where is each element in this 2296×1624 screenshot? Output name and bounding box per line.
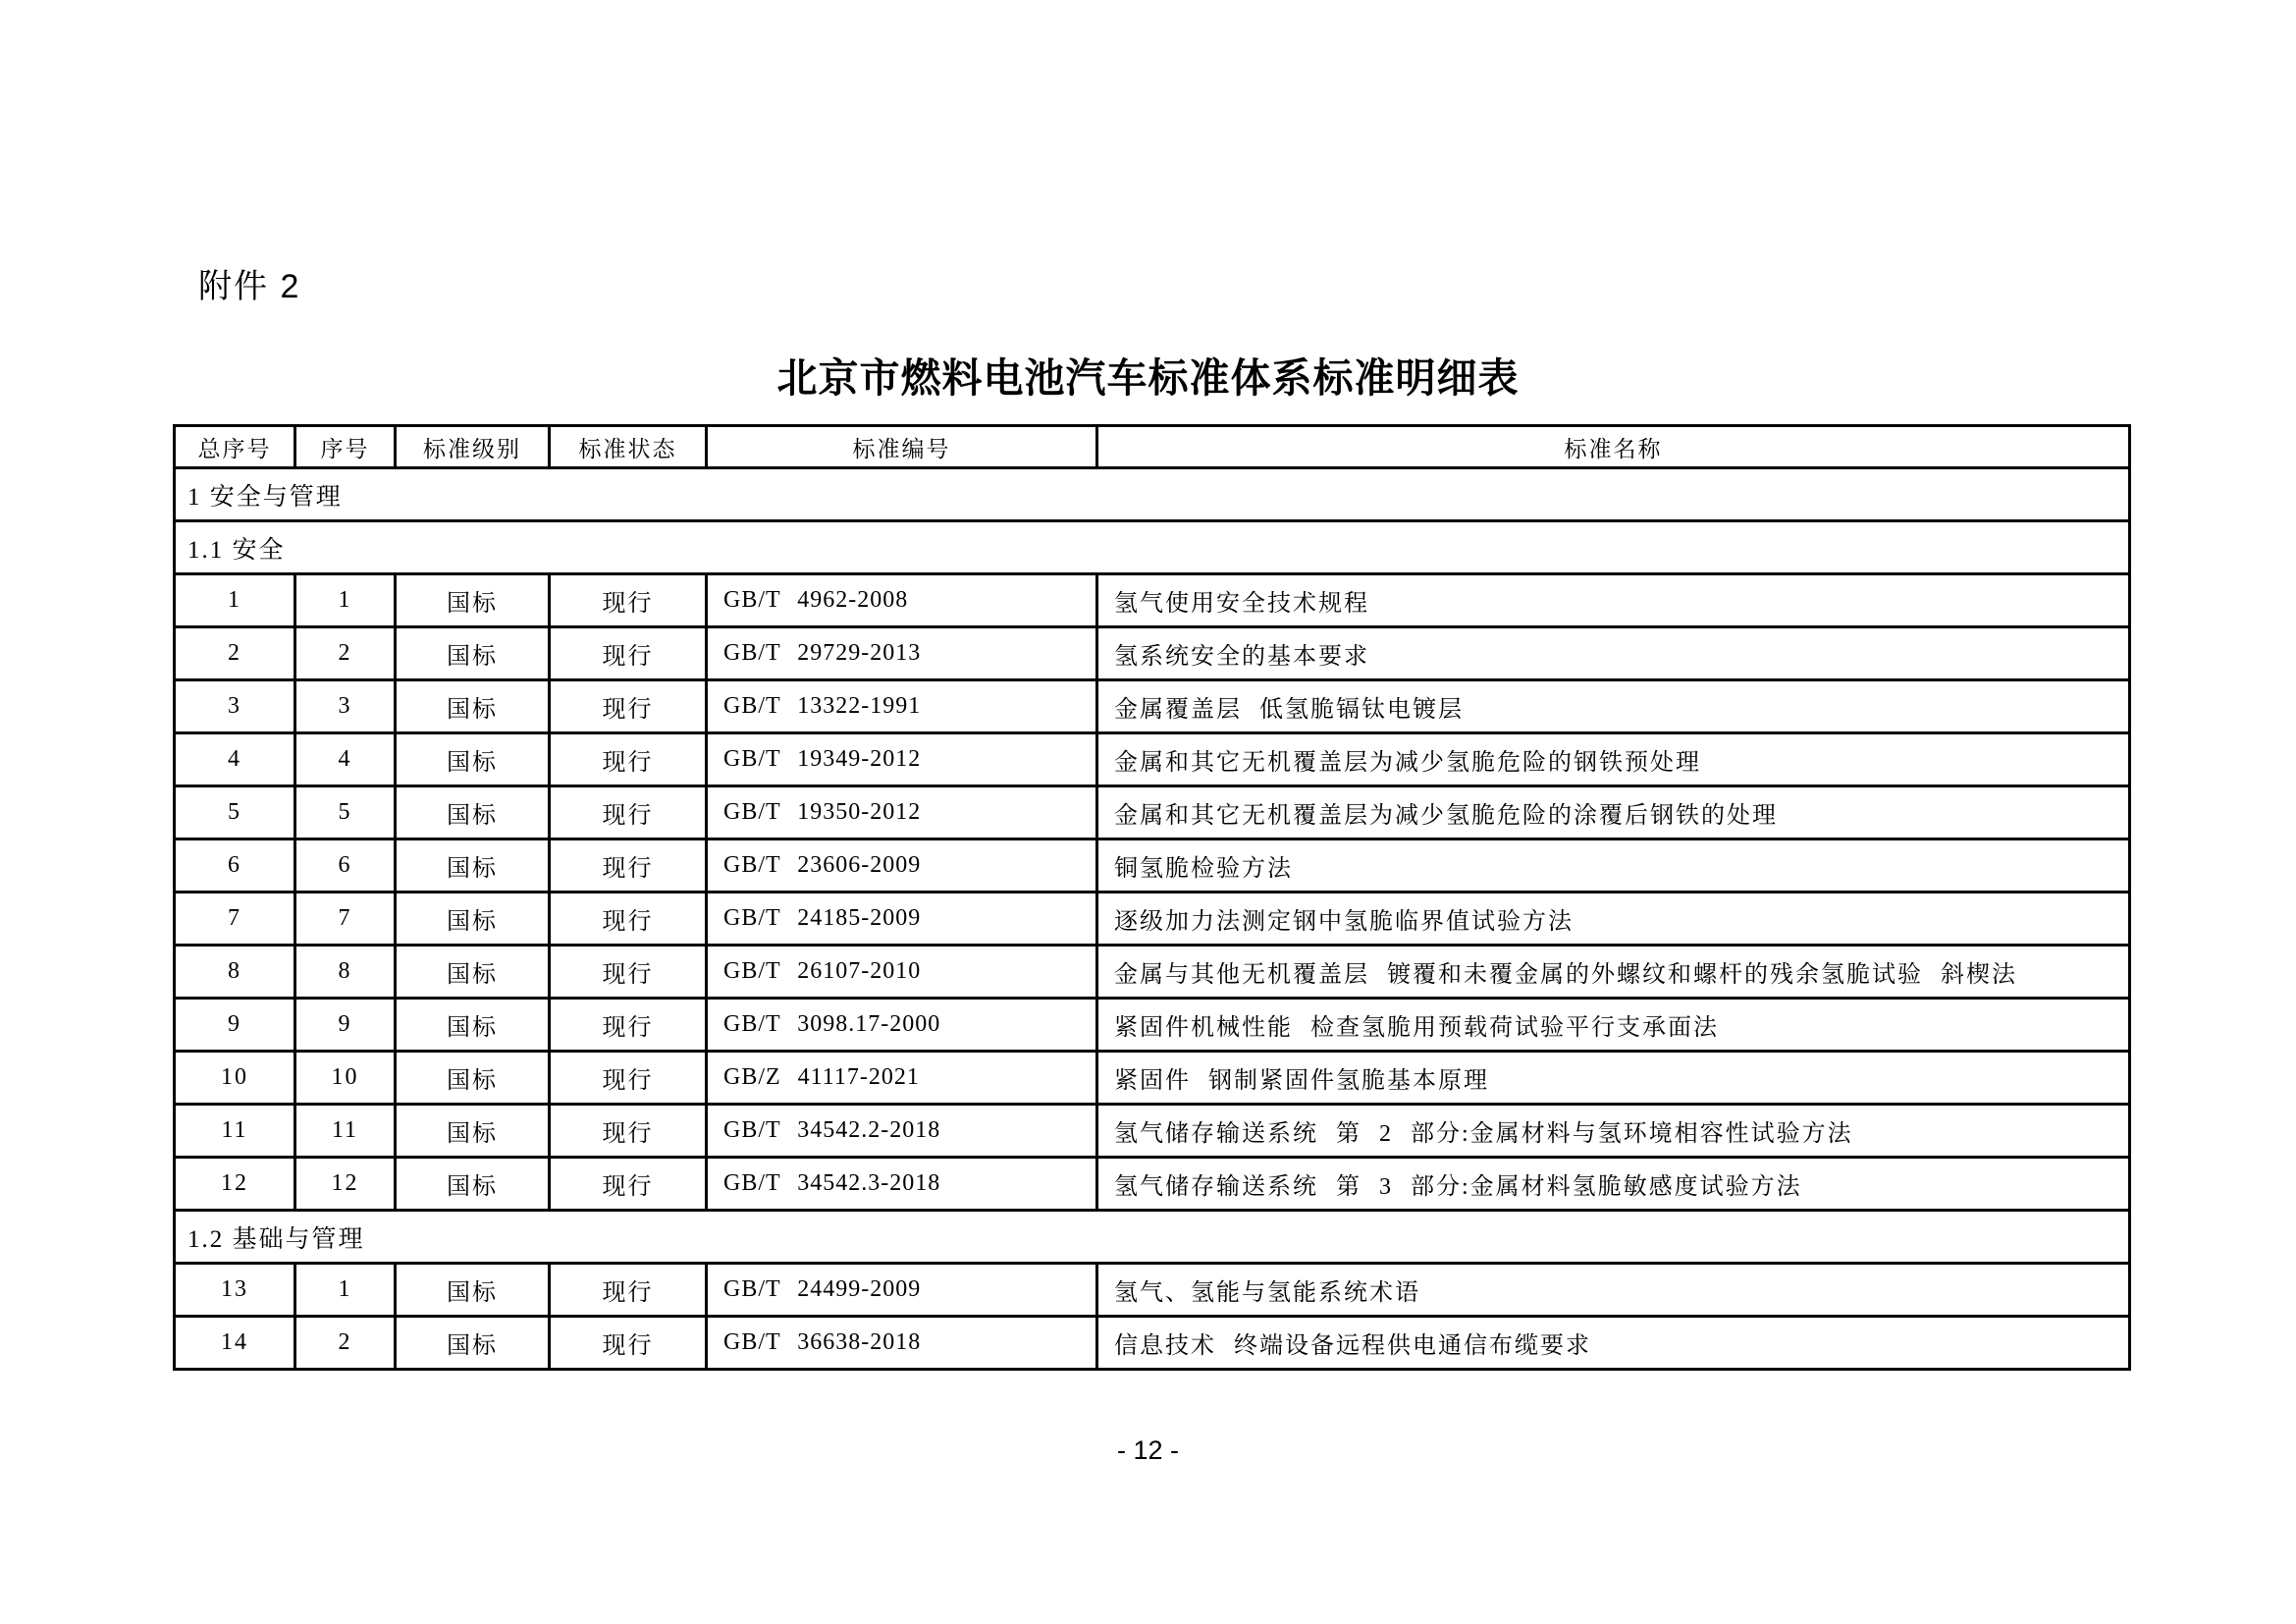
index-cell: 11 [295, 1105, 396, 1158]
standard-number-cell: GB/T 4962-2008 [707, 574, 1097, 627]
standard-name-cell: 紧固件 钢制紧固件氢脆基本原理 [1097, 1052, 2130, 1105]
total-index-cell: 4 [175, 733, 295, 786]
table-row [175, 1052, 2130, 1105]
status-cell: 现行 [550, 1264, 707, 1317]
standard-number-cell: GB/T 3098.17-2000 [707, 999, 1097, 1052]
standard-name-cell: 氢气使用安全技术规程 [1097, 574, 2130, 627]
attachment-label: 附件 2 [198, 268, 301, 305]
status-cell: 现行 [550, 1317, 707, 1370]
status-cell: 现行 [550, 999, 707, 1052]
index-cell: 1 [295, 1264, 396, 1317]
standard-number-cell: GB/T 19349-2012 [707, 733, 1097, 786]
table-row [175, 627, 2130, 680]
level-cell: 国标 [396, 1052, 550, 1105]
table-row [175, 1264, 2130, 1317]
col-header-standard-name: 标准名称 [1097, 426, 2130, 468]
index-cell: 2 [295, 627, 396, 680]
section-label: 1.1 安全 [175, 521, 2130, 574]
total-index-cell: 3 [175, 680, 295, 733]
table-row [175, 893, 2130, 946]
status-cell: 现行 [550, 786, 707, 839]
status-cell: 现行 [550, 574, 707, 627]
level-cell: 国标 [396, 999, 550, 1052]
index-cell: 12 [295, 1158, 396, 1211]
table-header [175, 426, 2130, 468]
table-row [175, 946, 2130, 999]
index-cell: 3 [295, 680, 396, 733]
level-cell: 国标 [396, 574, 550, 627]
standard-number-cell: GB/T 19350-2012 [707, 786, 1097, 839]
status-cell: 现行 [550, 733, 707, 786]
section-row [175, 521, 2130, 574]
page-number: - 12 - [1116, 1435, 1180, 1465]
level-cell: 国标 [396, 627, 550, 680]
section-row [175, 468, 2130, 521]
standard-name-cell: 金属与其他无机覆盖层 镀覆和未覆金属的外螺纹和螺杆的残余氢脆试验 斜楔法 [1097, 946, 2130, 999]
standard-name-cell: 金属和其它无机覆盖层为减少氢脆危险的涂覆后钢铁的处理 [1097, 786, 2130, 839]
total-index-cell: 11 [175, 1105, 295, 1158]
standard-number-cell: GB/T 29729-2013 [707, 627, 1097, 680]
total-index-cell: 10 [175, 1052, 295, 1105]
level-cell: 国标 [396, 1264, 550, 1317]
total-index-cell: 6 [175, 839, 295, 893]
level-cell: 国标 [396, 946, 550, 999]
status-cell: 现行 [550, 1105, 707, 1158]
index-cell: 2 [295, 1317, 396, 1370]
total-index-cell: 5 [175, 786, 295, 839]
level-cell: 国标 [396, 839, 550, 893]
index-cell: 7 [295, 893, 396, 946]
standard-name-cell: 逐级加力法测定钢中氢脆临界值试验方法 [1097, 893, 2130, 946]
status-cell: 现行 [550, 627, 707, 680]
table-row [175, 1158, 2130, 1211]
standard-name-cell: 金属覆盖层 低氢脆镉钛电镀层 [1097, 680, 2130, 733]
index-cell: 1 [295, 574, 396, 627]
section-row [175, 1211, 2130, 1264]
standard-number-cell: GB/T 34542.3-2018 [707, 1158, 1097, 1211]
index-cell: 6 [295, 839, 396, 893]
status-cell: 现行 [550, 680, 707, 733]
standard-name-cell: 氢气储存输送系统 第 2 部分:金属材料与氢环境相容性试验方法 [1097, 1105, 2130, 1158]
total-index-cell: 9 [175, 999, 295, 1052]
col-header-status: 标准状态 [550, 426, 707, 468]
total-index-cell: 8 [175, 946, 295, 999]
level-cell: 国标 [396, 680, 550, 733]
table-row [175, 1105, 2130, 1158]
total-index-cell: 1 [175, 574, 295, 627]
standard-name-cell: 金属和其它无机覆盖层为减少氢脆危险的钢铁预处理 [1097, 733, 2130, 786]
status-cell: 现行 [550, 1052, 707, 1105]
standard-number-cell: GB/T 24185-2009 [707, 893, 1097, 946]
col-header-level: 标准级别 [396, 426, 550, 468]
table-row [175, 574, 2130, 627]
standard-name-cell: 铜氢脆检验方法 [1097, 839, 2130, 893]
total-index-cell: 7 [175, 893, 295, 946]
col-header-index: 序号 [295, 426, 396, 468]
level-cell: 国标 [396, 786, 550, 839]
standards-table [173, 424, 2131, 1371]
index-cell: 10 [295, 1052, 396, 1105]
section-label: 1 安全与管理 [175, 468, 2130, 521]
section-label: 1.2 基础与管理 [175, 1211, 2130, 1264]
level-cell: 国标 [396, 1317, 550, 1370]
total-index-cell: 2 [175, 627, 295, 680]
table-body [175, 468, 2130, 1370]
table-row [175, 786, 2130, 839]
standard-number-cell: GB/T 34542.2-2018 [707, 1105, 1097, 1158]
col-header-total-index: 总序号 [175, 426, 295, 468]
table-row [175, 680, 2130, 733]
index-cell: 5 [295, 786, 396, 839]
standard-name-cell: 紧固件机械性能 检查氢脆用预载荷试验平行支承面法 [1097, 999, 2130, 1052]
level-cell: 国标 [396, 733, 550, 786]
table-row [175, 1317, 2130, 1370]
table-row [175, 839, 2130, 893]
index-cell: 9 [295, 999, 396, 1052]
total-index-cell: 12 [175, 1158, 295, 1211]
standard-number-cell: GB/T 26107-2010 [707, 946, 1097, 999]
standard-number-cell: GB/T 13322-1991 [707, 680, 1097, 733]
standard-name-cell: 信息技术 终端设备远程供电通信布缆要求 [1097, 1317, 2130, 1370]
level-cell: 国标 [396, 893, 550, 946]
table-header-row [175, 426, 2130, 468]
total-index-cell: 13 [175, 1264, 295, 1317]
standard-name-cell: 氢气、氢能与氢能系统术语 [1097, 1264, 2130, 1317]
standard-number-cell: GB/T 24499-2009 [707, 1264, 1097, 1317]
standard-name-cell: 氢气储存输送系统 第 3 部分:金属材料氢脆敏感度试验方法 [1097, 1158, 2130, 1211]
status-cell: 现行 [550, 839, 707, 893]
index-cell: 8 [295, 946, 396, 999]
standard-number-cell: GB/T 23606-2009 [707, 839, 1097, 893]
status-cell: 现行 [550, 893, 707, 946]
standard-number-cell: GB/T 36638-2018 [707, 1317, 1097, 1370]
index-cell: 4 [295, 733, 396, 786]
status-cell: 现行 [550, 946, 707, 999]
page-title: 北京市燃料电池汽车标准体系标准明细表 [776, 355, 1520, 401]
standard-name-cell: 氢系统安全的基本要求 [1097, 627, 2130, 680]
table-row [175, 999, 2130, 1052]
total-index-cell: 14 [175, 1317, 295, 1370]
level-cell: 国标 [396, 1105, 550, 1158]
status-cell: 现行 [550, 1158, 707, 1211]
col-header-standard-number: 标准编号 [707, 426, 1097, 468]
level-cell: 国标 [396, 1158, 550, 1211]
standard-number-cell: GB/Z 41117-2021 [707, 1052, 1097, 1105]
table-row [175, 733, 2130, 786]
